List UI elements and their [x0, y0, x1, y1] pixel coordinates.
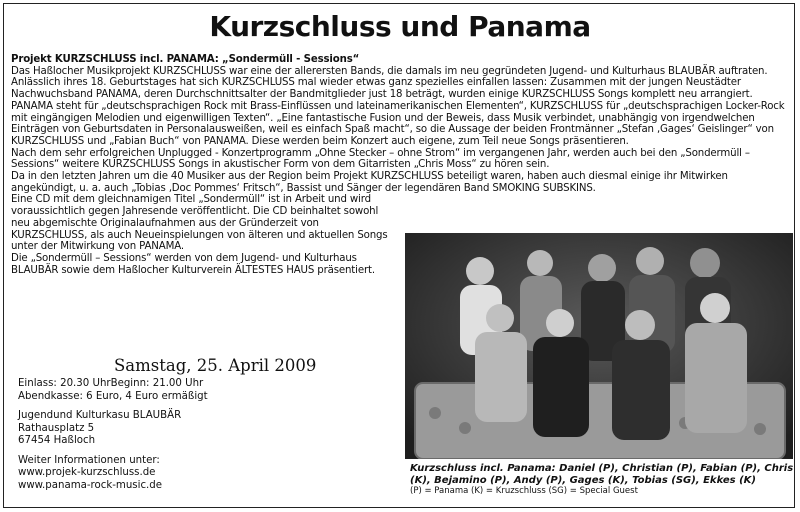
caption-legend: (P) = Panama (K) = Kruzschluss (SG) = Special Guest: [410, 486, 638, 496]
website-link-kurzschluss[interactable]: www.projek-kurzschluss.de: [18, 467, 156, 478]
paragraph: Das Haßlocher Musikprojekt KURZSCHLUSS war eine der allerersten Bands, die damals im neu gegründeten Jugend- und Kulturhaus BLAUBÄR auftraten. Anlässlich ihres 18. Geburtstages hat sich KURZSCHLUSS mal wieder etwas ganz spezielles einfallen lassen: Zusammen mit der jungen Neustädter Nachwuchsband PANAMA, deren Durchschnittsalter der Bandmitglieder just 18 beträgt, wurden einige KURZSCHLUSS Songs komplett neu arrangiert. PANAMA steht für „deutschsprachigen Rock mit Brass-Einflüssen und lateinamerikanischen Elementen“, KURZSCHLUSS für „deutschsprachigen Locker-Rock mit eingängigen Melodien und eigenwilligen Texten“. „Eine fantastische Fusion und der Beweis, dass Musik verbindet, unabhängig von irgendwelchen Einträgen von Geburtsdaten in Personalausweißen, weil es einfach Spaß macht“, so die Aussage der beiden Frontmänner „Stefan ‚Gages‘ Geislinger“ von KURZSCHLUSS und „Fabian Buch“ von PANAMA. Diese werden beim Konzert auch eigene, zum Teil neue Songs präsentieren.: [11, 65, 785, 147]
venue-street: Rathausplatz 5: [18, 422, 95, 434]
venue-name: Jugendund Kulturkasu BLAUBÄR: [18, 410, 182, 421]
band-photo: [405, 233, 793, 459]
website-link-panama[interactable]: www.panama-rock-music.de: [18, 479, 163, 491]
more-info-label: Weiter Informationen unter:: [18, 454, 160, 466]
box-office-price: Abendkasse: 6 Euro, 4 Euro ermäßigt: [18, 390, 208, 402]
article-subhead: Projekt KURZSCHLUSS incl. PANAMA: „Sondermüll - Sessions“: [11, 54, 360, 65]
band-photo-image: [405, 233, 793, 459]
paragraph: Die „Sondermüll – Sessions“ werden von dem Jugend- und Kulturhaus BLAUBÄR sowie dem Haßlocher Kulturverein ÄLTESTES HAUS präsentiert.: [11, 252, 375, 276]
photo-caption: [410, 463, 795, 498]
caption-text: Kurzschluss incl. Panama: Daniel (P), Christian (P), Fabian (P), Chris (K), Bejamino (P), Andy (P), Gages (K), Tobias (SG), Ekkes (K): [410, 463, 794, 486]
event-date: Samstag, 25. April 2009: [114, 356, 317, 375]
admission-time: Einlass: 20.30 UhrBeginn: 21.00 Uhr: [18, 378, 204, 389]
event-info: [18, 356, 398, 492]
venue-city: 67454 Haßloch: [18, 435, 96, 446]
paragraph: Eine CD mit dem gleichnamigen Titel „Sondermüll“ ist in Arbeit und wird voraussichtlich gegen Jahresende veröffentlicht. Die CD beinhaltet sowohl neu abgemischte Originalaufnahmen aus der Gründerzeit von KURZSCHLUSS, als auch Neueinspielungen von älteren und aktuellen Songs unter der Mitwirkung von PANAMA.: [11, 194, 388, 253]
paragraph: Da in den letzten Jahren um die 40 Musiker aus der Region beim Projekt KURZSCHLUSS beteiligt waren, haben auch diesmal einige ihr Mitwirken angekündigt, u. a. auch „Tobias ‚Doc Pommes‘ Fritsch“, Bassist und Sänger der legendären Band SMOKING SUBSKINS.: [11, 171, 728, 194]
paragraph: Nach dem sehr erfolgreichen Unplugged - Konzertprogramm „Ohne Stecker – ohne Strom“ im vergangenen Jahr, werden auch bei den „Sondermüll – Sessions“ weitere KURZSCHLUSS Songs in akustischer Form von dem Gitarristen „Chris Moss“ zu hören sein.: [11, 147, 750, 171]
article-title: Kurzschluss und Panama: [209, 10, 591, 43]
